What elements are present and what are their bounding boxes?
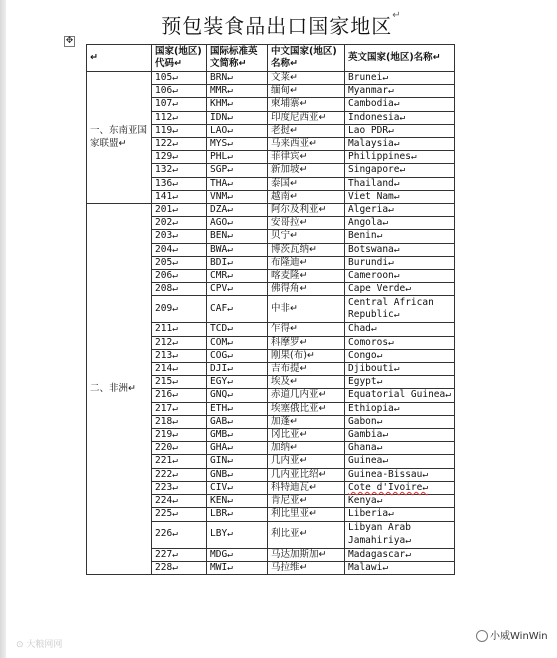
- title-text: 预包装食品出口国家地区: [161, 14, 393, 38]
- cell-cn: 赤道几内亚↵: [268, 389, 345, 402]
- cell-code: 112↵: [152, 111, 207, 124]
- cell-en: Algeria↵: [345, 204, 455, 217]
- cell-en: Malawi↵: [345, 561, 455, 574]
- cell-code: 122↵: [152, 138, 207, 151]
- cell-en: [345, 481, 455, 494]
- cell-en: Cape Verde↵: [345, 283, 455, 296]
- cell-cn: 乍得↵: [268, 323, 345, 336]
- cell-en: Chad↵: [345, 323, 455, 336]
- table-row: [87, 72, 455, 85]
- cell-cn: 文莱↵: [268, 72, 345, 85]
- cell-abbr: GMB↵: [207, 429, 268, 442]
- cell-cn: 几内亚比绍↵: [268, 468, 345, 481]
- cell-cn: 印度尼西亚↵: [268, 111, 345, 124]
- table-row: [87, 204, 455, 217]
- cell-code: 222↵: [152, 468, 207, 481]
- document-page: [6, 0, 557, 658]
- cell-cn: 贝宁↵: [268, 230, 345, 243]
- cell-abbr: GNQ↵: [207, 389, 268, 402]
- cell-abbr: GAB↵: [207, 415, 268, 428]
- cell-abbr: MMR↵: [207, 85, 268, 98]
- cell-cn: 柬埔寨↵: [268, 98, 345, 111]
- cell-code: 214↵: [152, 363, 207, 376]
- cell-cn: 马来西亚↵: [268, 138, 345, 151]
- cell-en: Thailand↵: [345, 177, 455, 190]
- cell-abbr: CMR↵: [207, 270, 268, 283]
- cell-abbr: IDN↵: [207, 111, 268, 124]
- cell-abbr: GIN↵: [207, 455, 268, 468]
- cell-code: 215↵: [152, 376, 207, 389]
- watermark-right: [476, 627, 548, 642]
- cell-abbr: SGP↵: [207, 164, 268, 177]
- header-blank: ↵: [87, 45, 152, 72]
- cell-cn: 吉布提↵: [268, 363, 345, 376]
- cell-cn: 缅甸↵: [268, 85, 345, 98]
- cell-code: 225↵: [152, 508, 207, 521]
- cell-code: 226↵: [152, 521, 207, 548]
- watermark-right-text: 小威WinWin: [490, 631, 548, 642]
- cell-code: 212↵: [152, 336, 207, 349]
- cell-cn: 老挝↵: [268, 124, 345, 137]
- cell-en: Ghana↵: [345, 442, 455, 455]
- cell-cn: 利比亚↵: [268, 521, 345, 548]
- cell-code: 209↵: [152, 296, 207, 323]
- cell-abbr: DZA↵: [207, 204, 268, 217]
- cell-cn: 刚果(布)↵: [268, 349, 345, 362]
- cell-code: 218↵: [152, 415, 207, 428]
- cell-en: Gabon↵: [345, 415, 455, 428]
- cell-en: Benin↵: [345, 230, 455, 243]
- cell-en: Kenya↵: [345, 495, 455, 508]
- cell-code: 119↵: [152, 124, 207, 137]
- cell-cn: 几内亚↵: [268, 455, 345, 468]
- cell-en: Angola↵: [345, 217, 455, 230]
- cell-abbr: COM↵: [207, 336, 268, 349]
- cell-abbr: TCD↵: [207, 323, 268, 336]
- cell-en: Egypt↵: [345, 376, 455, 389]
- cell-code: 228↵: [152, 561, 207, 574]
- cell-en: Gambia↵: [345, 429, 455, 442]
- cell-code: 206↵: [152, 270, 207, 283]
- cell-cn: 布隆迪↵: [268, 256, 345, 269]
- header-code: 国家(地区)代码↵: [152, 45, 207, 72]
- cell-cn: 加纳↵: [268, 442, 345, 455]
- cell-abbr: MDG↵: [207, 548, 268, 561]
- cell-abbr: ETH↵: [207, 402, 268, 415]
- cell-abbr: GNB↵: [207, 468, 268, 481]
- cell-cn: 利比里亚↵: [268, 508, 345, 521]
- cell-en: Brunei↵: [345, 72, 455, 85]
- cell-en: Philippines↵: [345, 151, 455, 164]
- cell-code: 205↵: [152, 256, 207, 269]
- cell-cn: 越南↵: [268, 190, 345, 203]
- cell-cn: 埃塞俄比亚↵: [268, 402, 345, 415]
- cell-cn: 科特迪瓦↵: [268, 481, 345, 494]
- cell-code: 208↵: [152, 283, 207, 296]
- cell-cn: 科摩罗↵: [268, 336, 345, 349]
- cell-cn: 佛得角↵: [268, 283, 345, 296]
- cell-abbr: COG↵: [207, 349, 268, 362]
- cell-cn: 肯尼亚↵: [268, 495, 345, 508]
- cell-en: Lao PDR↵: [345, 124, 455, 137]
- cell-en: Liberia↵: [345, 508, 455, 521]
- cell-abbr: LBR↵: [207, 508, 268, 521]
- cell-abbr: BWA↵: [207, 243, 268, 256]
- region-cell: 一、东南亚国家联盟↵: [87, 72, 152, 204]
- cell-cn: 菲律宾↵: [268, 151, 345, 164]
- cell-en: Equatorial Guinea↵: [345, 389, 455, 402]
- cell-code: 211↵: [152, 323, 207, 336]
- cell-abbr: MYS↵: [207, 138, 268, 151]
- cell-en: Guinea↵: [345, 455, 455, 468]
- cell-abbr: BEN↵: [207, 230, 268, 243]
- header-cn: 中文国家(地区)名称↵: [268, 45, 345, 72]
- cell-code: 107↵: [152, 98, 207, 111]
- cell-code: 217↵: [152, 402, 207, 415]
- cell-code: 201↵: [152, 204, 207, 217]
- cell-code: 219↵: [152, 429, 207, 442]
- cell-code: 227↵: [152, 548, 207, 561]
- spellcheck-text: Cote d'Ivoire↵: [348, 481, 429, 493]
- wechat-icon: [476, 630, 488, 642]
- cell-code: 224↵: [152, 495, 207, 508]
- cell-abbr: GHA↵: [207, 442, 268, 455]
- cell-abbr: VNM↵: [207, 190, 268, 203]
- cell-en: Djibouti↵: [345, 363, 455, 376]
- header-en: 英文国家(地区)名称↵: [345, 45, 455, 72]
- cell-code: 221↵: [152, 455, 207, 468]
- cell-code: 136↵: [152, 177, 207, 190]
- cell-en: Botswana↵: [345, 243, 455, 256]
- region-cell: 二、非洲↵: [87, 204, 152, 575]
- watermark-left: ⊙ 大粮网网: [16, 640, 63, 650]
- cell-en: Singapore↵: [345, 164, 455, 177]
- cell-code: 106↵: [152, 85, 207, 98]
- cell-abbr: BRN↵: [207, 72, 268, 85]
- country-table: [86, 44, 455, 575]
- cell-abbr: AGO↵: [207, 217, 268, 230]
- cell-en: Central African Republic↵: [345, 296, 455, 323]
- cell-en: Myanmar↵: [345, 85, 455, 98]
- cell-en: Malaysia↵: [345, 138, 455, 151]
- cell-cn: 加蓬↵: [268, 415, 345, 428]
- cell-cn: 马达加斯加↵: [268, 548, 345, 561]
- cell-en: Burundi↵: [345, 256, 455, 269]
- cell-cn: 冈比亚↵: [268, 429, 345, 442]
- cell-abbr: LBY↵: [207, 521, 268, 548]
- table-header-row: [87, 45, 455, 72]
- cell-code: 203↵: [152, 230, 207, 243]
- cell-code: 204↵: [152, 243, 207, 256]
- cell-code: 141↵: [152, 190, 207, 203]
- cell-cn: 中非↵: [268, 296, 345, 323]
- cell-en: Cambodia↵: [345, 98, 455, 111]
- cell-cn: 泰国↵: [268, 177, 345, 190]
- cell-abbr: THA↵: [207, 177, 268, 190]
- cell-en: Comoros↵: [345, 336, 455, 349]
- cell-code: 223↵: [152, 481, 207, 494]
- cell-en: Guinea-Bissau↵: [345, 468, 455, 481]
- document-title: [6, 10, 557, 39]
- cell-cn: 喀麦隆↵: [268, 270, 345, 283]
- cell-cn: 博茨瓦纳↵: [268, 243, 345, 256]
- cell-code: 132↵: [152, 164, 207, 177]
- cell-en: Viet Nam↵: [345, 190, 455, 203]
- cell-abbr: DJI↵: [207, 363, 268, 376]
- cell-abbr: BDI↵: [207, 256, 268, 269]
- cell-en: Madagascar↵: [345, 548, 455, 561]
- cell-abbr: PHL↵: [207, 151, 268, 164]
- cell-abbr: KHM↵: [207, 98, 268, 111]
- cell-cn: 马拉维↵: [268, 561, 345, 574]
- cell-code: 220↵: [152, 442, 207, 455]
- cell-en: Libyan Arab Jamahiriya↵: [345, 521, 455, 548]
- cell-en: Congo↵: [345, 349, 455, 362]
- cell-code: 216↵: [152, 389, 207, 402]
- cell-abbr: KEN↵: [207, 495, 268, 508]
- cell-abbr: LAO↵: [207, 124, 268, 137]
- cell-abbr: CIV↵: [207, 481, 268, 494]
- header-abbr: 国际标准英文简称↵: [207, 45, 268, 72]
- cell-code: 202↵: [152, 217, 207, 230]
- paragraph-mark-icon: ↵: [392, 10, 402, 21]
- cell-code: 213↵: [152, 349, 207, 362]
- cell-cn: 安哥拉↵: [268, 217, 345, 230]
- cell-code: 105↵: [152, 72, 207, 85]
- cell-cn: 埃及↵: [268, 376, 345, 389]
- cell-cn: 阿尔及利亚↵: [268, 204, 345, 217]
- cell-en: Ethiopia↵: [345, 402, 455, 415]
- cell-code: 129↵: [152, 151, 207, 164]
- table-move-handle-icon[interactable]: ✥: [65, 36, 74, 46]
- cell-en: Cameroon↵: [345, 270, 455, 283]
- cell-en: Indonesia↵: [345, 111, 455, 124]
- cell-abbr: EGY↵: [207, 376, 268, 389]
- cell-abbr: CPV↵: [207, 283, 268, 296]
- cell-abbr: CAF↵: [207, 296, 268, 323]
- cell-abbr: MWI↵: [207, 561, 268, 574]
- cell-cn: 新加坡↵: [268, 164, 345, 177]
